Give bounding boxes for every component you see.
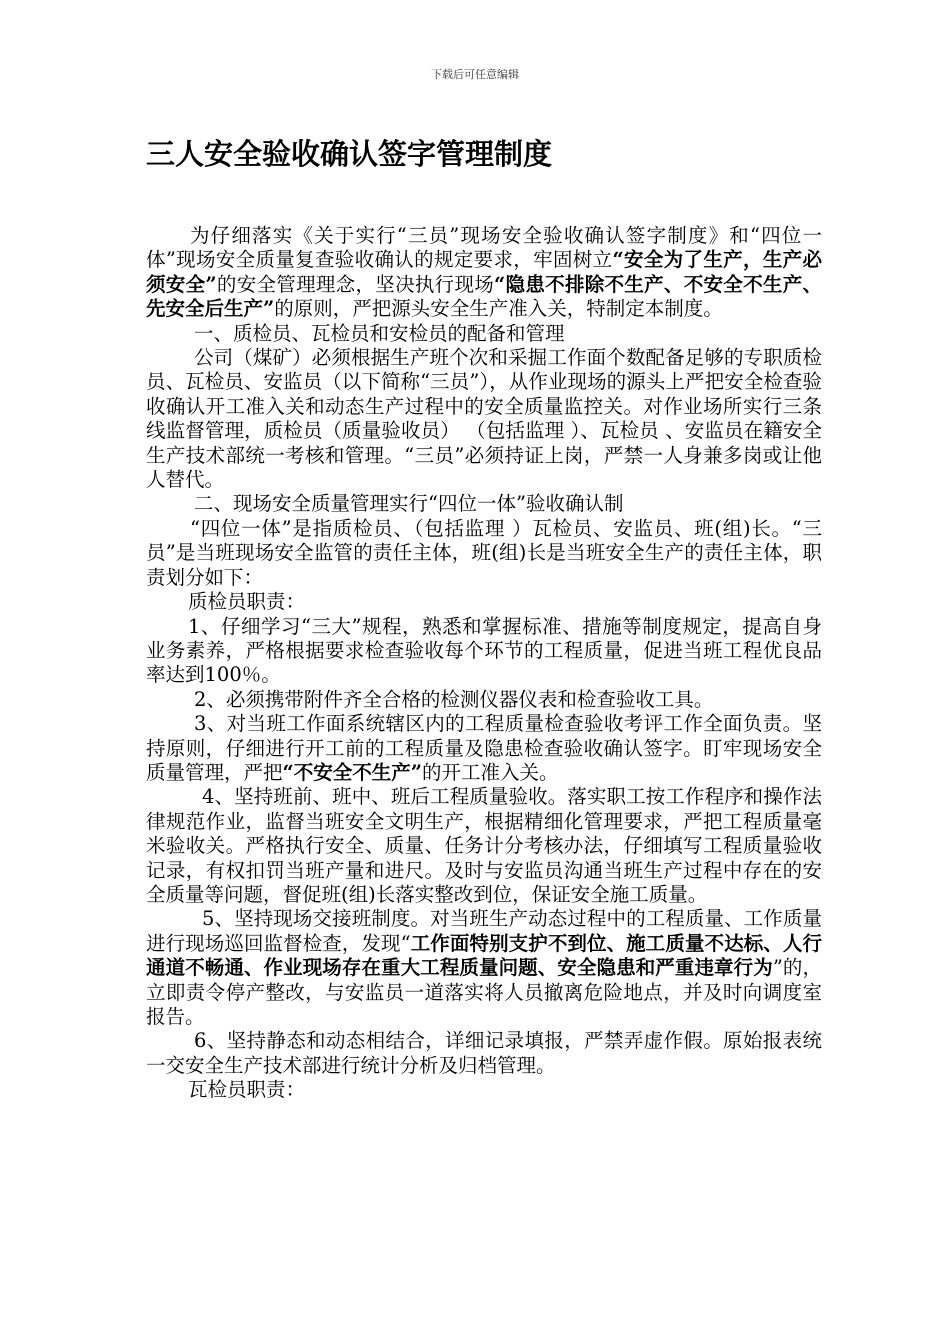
section-2-heading: 二、现场安全质量管理实行“四位一体”验收确认制 — [194, 492, 624, 516]
qc-duty-3-bold: “不安全不生产” — [282, 760, 422, 784]
intro-text-3: 的原则，严把源头安全生产准入关，特制定本制度。 — [274, 297, 723, 321]
document-body — [146, 224, 822, 1103]
qc-duty-3 — [146, 712, 822, 785]
qc-duty-3-text-2: 的开工准入关。 — [421, 760, 559, 784]
document-title: 三人安全验收确认签字管理制度 — [146, 137, 553, 171]
qc-duty-5-bold: 工作面特别支护不到位、施工质量不达标、人行通道不畅通、作业现场存在重大工程质量问题、安全隐患和严重违章行为 — [146, 931, 822, 980]
intro-paragraph — [146, 224, 822, 322]
qc-duty-1: 1、仔细学习“三大”规程，熟悉和掌握标准、措施等制度规定，提高自身业务素养，严格根据要求检查验收每个环节的工程质量，促进当班工程优良品率达到100％。 — [146, 614, 822, 687]
intro-bold-2: “隐患不排除不生产、不安全不生产、先安全后生产” — [146, 272, 822, 321]
qc-duties-heading: 质检员职责： — [188, 590, 306, 614]
qc-duty-6: 6、坚持静态和动态相结合，详细记录填报，严禁弄虚作假。原始报表统一交安全生产技术部进行统计分析及归档管理。 — [146, 1029, 822, 1077]
header-note: 下载后可任意编辑 — [431, 68, 519, 81]
qc-duty-5-text-2: ”的，立即责令停产整改，与安监员一道落实将人员撤离危险地点，并及时向调度室报告。 — [146, 956, 822, 1028]
qc-duty-2: 2、必须携带附件齐全合格的检测仪器仪表和检查验收工具。 — [194, 687, 714, 711]
intro-bold-1: “安全为了生产，生产必须安全” — [146, 248, 822, 296]
qc-duty-5 — [146, 907, 822, 1029]
qc-duty-5-text-1: 5、坚持现场交接班制度。对当班生产动态过程中的工程质量、工作质量进行现场巡回监督检查，发现“ — [146, 907, 822, 955]
section-1-heading: 一、质检员、瓦检员和安检员的配备和管理 — [194, 321, 565, 345]
qc-duty-3-text-1: 3、对当班工作面系统辖区内的工程质量检查验收考评工作全面负责。坚持原则，仔细进行开工前的工程质量及隐患检查验收确认签字。盯牢现场安全质量管理，严把 — [146, 712, 822, 784]
intro-text-2: 的安全管理理念，坚决执行现场 — [216, 272, 495, 296]
intro-text-1: 为仔细落实《关于实行“三员”现场安全验收确认签字制度》和“四位一体”现场安全质量复查验收确认的规定要求，牢固树立 — [146, 224, 822, 272]
section-1-body: 公司（煤矿）必须根据生产班个次和采掘工作面个数配备足够的专职质检员、瓦检员、安监员（以下简称“三员”），从作业现场的源头上严把安全检查验收确认开工准入关和动态生产过程中的安全质量监控关。对作业场所实行三条线监督管理，质检员（质量验收员） （包括监理 ）、瓦检员 、安监员在籍安全生产技术部统一考核和管理。“三员”必须持证上岗，严禁一人身兼多岗或让他人替代。 — [146, 346, 822, 492]
qc-duty-4: 4、坚持班前、班中、班后工程质量验收。落实职工按工作程序和操作法律规范作业，监督当班安全文明生产，根据精细化管理要求，严把工程质量毫米验收关。严格执行安全、质量、任务计分考核办法，仔细填写工程质量验收记录，有权扣罚当班产量和进尺。及时与安监员沟通当班生产过程中存在的安全质量等问题，督促班(组)长落实整改到位，保证安全施工质量。 — [146, 785, 822, 906]
section-2-body: “四位一体”是指质检员、（包括监理 ）瓦检员、安监员、班(组)长。“三员”是当班现场安全监管的责任主体，班(组)长是当班安全生产的责任主体，职责划分如下： — [146, 516, 822, 589]
gas-inspector-duties-heading: 瓦检员职责： — [188, 1078, 306, 1102]
